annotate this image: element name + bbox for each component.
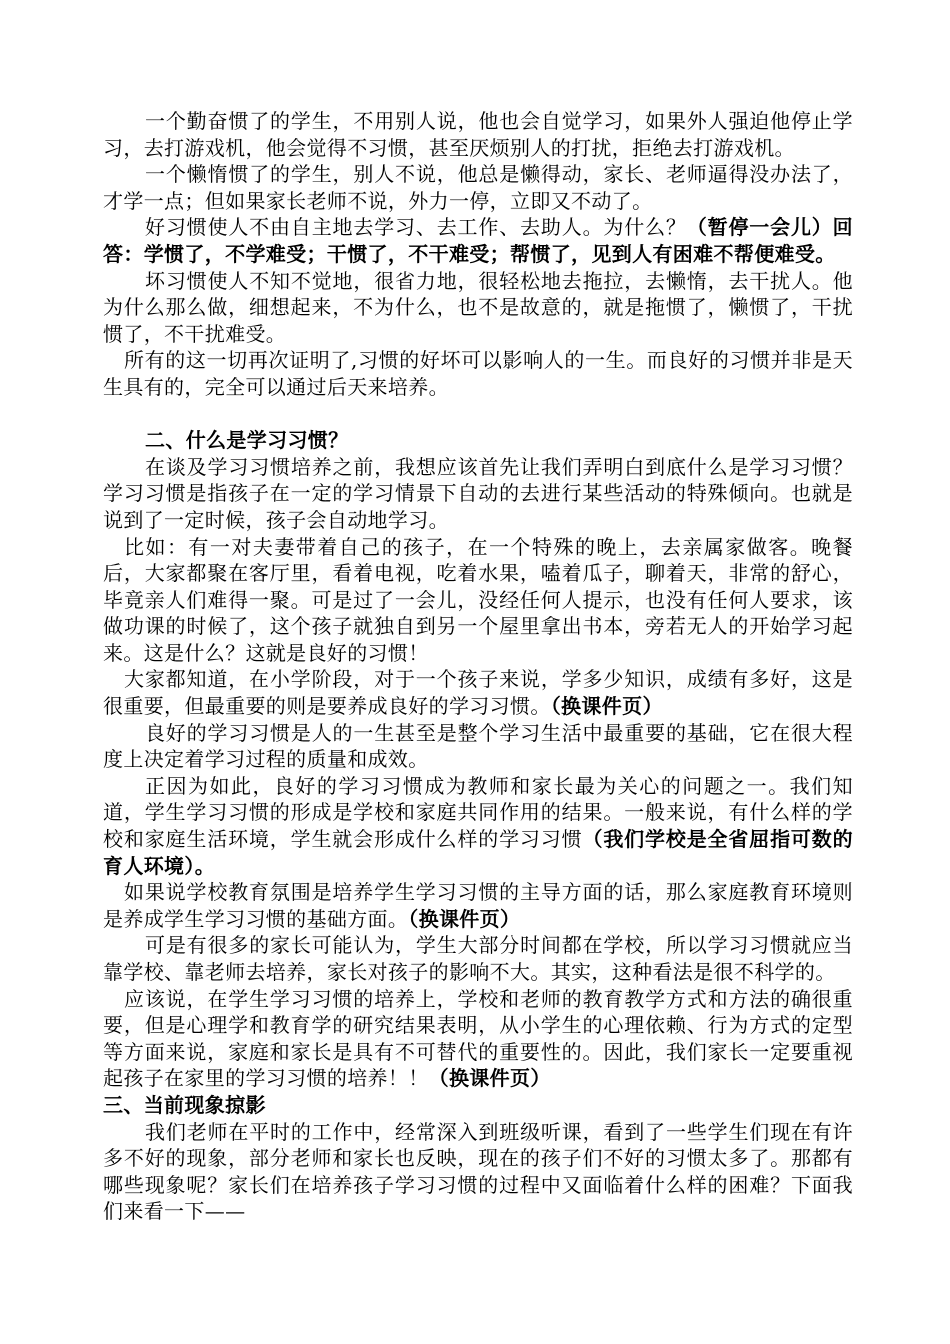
- family-importance-text: 应该说，在学生学习习惯的培养上，学校和老师的教育教学方式和方法的确很重要，但是心理学和教育学的研究结果表明，从小学生的心理依赖、行为方式的定型等方面来说，家庭和家长是具有不可替代的重要性的。因此，我们家长一定要重视起孩子在家里的学习习惯的培养！！: [103, 986, 853, 1091]
- paragraph-bad-habits: 坏习惯使人不知不觉地，很省力地，很轻松地去拖拉，去懒惰，去干扰人。他为什么那么做，细想起来，不为什么，也不是故意的，就是拖惯了，懒惯了，干扰惯了，不干扰难受。: [103, 268, 853, 346]
- paragraph-foundation: 良好的学习习惯是人的一生甚至是整个学习生活中最重要的基础，它在很大程度上决定着学习过程的质量和成效。: [103, 720, 853, 772]
- paragraph-lazy-student: 一个懒惰惯了的学生，别人不说，他总是懒得动，家长、老师逼得没办法了，才学一点；但如果家长老师不说，外力一停，立即又不动了。: [103, 162, 853, 213]
- good-habits-answer: （暂停一会儿）回答：学惯了，不学难受；干惯了，不干难受；帮惯了，见到人有困难不帮便难受。: [103, 215, 853, 266]
- school-environment-note: （我们学校是全省屈指可数的育人环境）。: [103, 827, 853, 878]
- blank-line: [103, 401, 853, 428]
- slide-change-note-3: （换课件页）: [428, 1066, 551, 1091]
- paragraph-diligent-student: 一个勤奋惯了的学生，不用别人说，他也会自觉学习，如果外人强迫他停止学习，去打游戏机，他会觉得不习惯，甚至厌烦别人的打扰，拒绝去打游戏机。: [103, 109, 853, 160]
- section-heading-3: 三、当前现象掠影: [103, 1092, 266, 1117]
- paragraph-parent-misconception: 可是有很多的家长可能认为，学生大部分时间都在学校，所以学习习惯就应当靠学校、靠老师去培养，家长对孩子的影响不大。其实，这种看法是很不科学的。: [103, 933, 853, 984]
- paragraph-current-phenomena: 我们老师在平时的工作中，经常深入到班级听课，看到了一些学生们现在有许多不好的现象，部分老师和家长也反映，现在的孩子们不好的习惯太多了。那都有哪些现象呢？家长们在培养孩子学习习惯的过程中又面临着什么样的困难？下面我们来看一下——: [103, 1119, 853, 1224]
- paragraph-family-importance: [103, 986, 853, 1092]
- paragraph-example: 比如：有一对夫妻带着自己的孩子，在一个特殊的晚上，去亲属家做客。晚餐后，大家都聚在客厅里，看着电视，吃着水果，嗑着瓜子，聊着天，非常的舒心，毕竟亲人们难得一聚。可是过了一会儿，没经任何人提示，也没有任何人要求，该做功课的时候了，这个孩子就独自到另一个屋里拿出书本，旁若无人的开始学习起来。这是什么？这就是良好的习惯！: [103, 534, 853, 665]
- school-family-text: 正因为如此，良好的学习习惯成为教师和家长最为关心的问题之一。我们知道，学生学习习惯的形成是学校和家庭共同作用的结果。一般来说，有什么样的学校和家庭生活环境，学生就会形成什么样的学习习惯: [103, 773, 853, 852]
- paragraph-definition: 在谈及学习习惯培养之前，我想应该首先让我们弄明白到底什么是学习习惯？学习习惯是指孩子在一定的学习情景下自动的去进行某些活动的特殊倾向。也就是说到了一定时候，孩子会自动地学习。: [103, 454, 853, 532]
- paragraph-school-family: [103, 773, 853, 879]
- document-body: [103, 108, 853, 1225]
- section-heading-2: 二、什么是学习习惯？: [145, 428, 349, 453]
- paragraph-good-habits: [103, 214, 853, 267]
- good-habits-text: 好习惯使人不由自主地去学习、去工作、去助人。为什么？: [145, 215, 687, 240]
- slide-change-note-1: （换课件页）: [550, 694, 663, 719]
- paragraph-family-environment: [103, 879, 853, 932]
- paragraph-habits-conclusion: 所有的这一切再次证明了,习惯的好坏可以影响人的一生。而良好的习惯并非是天生具有的，完全可以通过后天来培养。: [103, 348, 853, 399]
- paragraph-primary-school: [103, 666, 853, 719]
- family-environment-text: 如果说学校教育氛围是培养学生学习习惯的主导方面的话，那么家庭教育环境则是养成学生学习习惯的基础方面。: [103, 880, 853, 931]
- slide-change-note-2: （换课件页）: [408, 906, 521, 931]
- primary-school-text: 大家都知道，在小学阶段，对于一个孩子来说，学多少知识，成绩有多好，这是很重要，但最重要的则是要养成良好的学习习惯。: [103, 667, 853, 719]
